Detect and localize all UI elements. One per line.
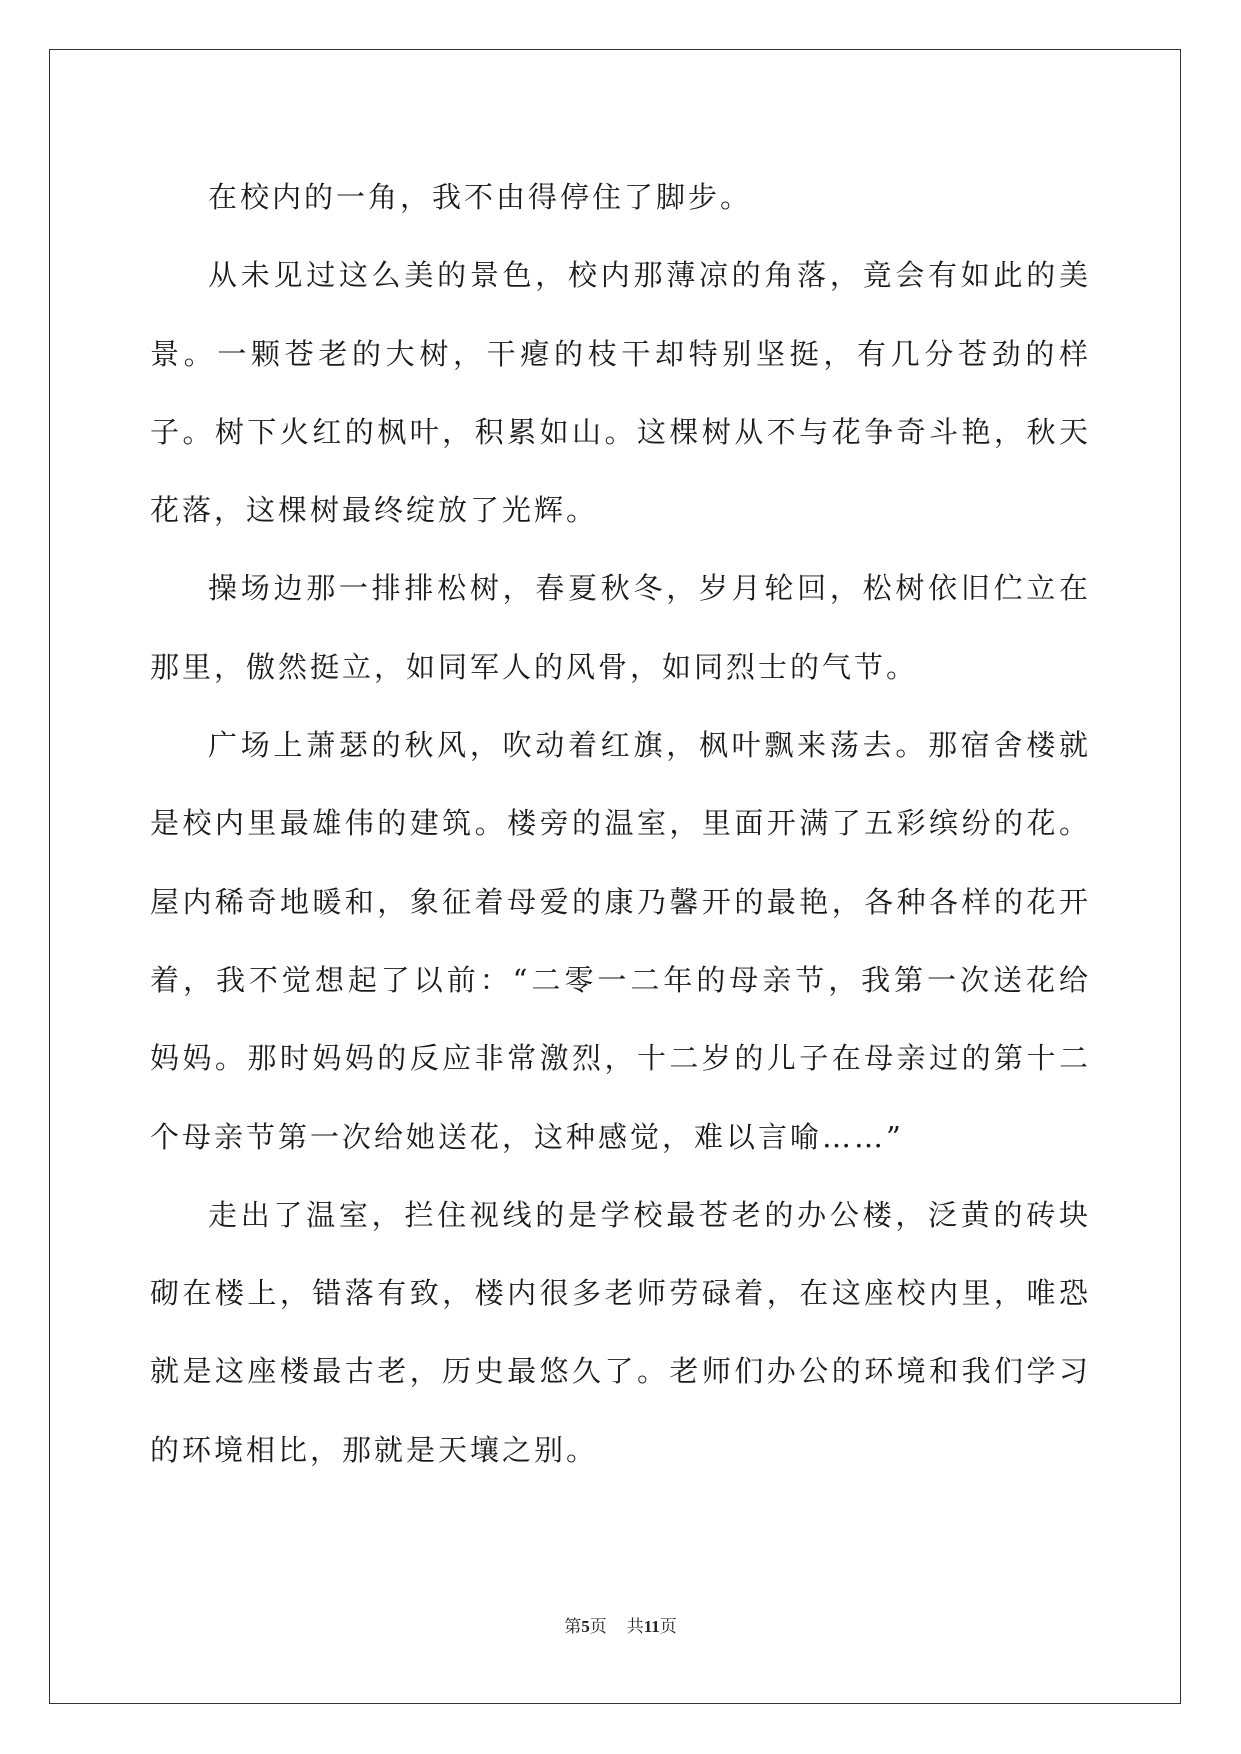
document-body (150, 158, 1091, 1489)
total-prefix: 共 (626, 1617, 644, 1636)
page-number: 5 (581, 1617, 590, 1636)
page-footer (0, 1612, 1241, 1637)
page-suffix: 页 (589, 1617, 607, 1636)
paragraph-1: 在校内的一角，我不由得停住了脚步。 (208, 180, 753, 214)
paragraph-3: 操场边那一排排松树，春夏秋冬，岁月轮回，松树依旧伫立在那里，傲然挺立，如同军人的风骨，如同烈士的气节。 (150, 571, 1091, 684)
page-prefix: 第 (564, 1617, 582, 1636)
total-suffix: 页 (659, 1617, 677, 1636)
paragraph-4: 广场上萧瑟的秋风，吹动着红旗，枫叶飘来荡去。那宿舍楼就是校内里最雄伟的建筑。楼旁的温室，里面开满了五彩缤纷的花。屋内稀奇地暖和，象征着母爱的康乃馨开的最艳，各种各样的花开着，我不觉想起了以前：“二零一二年的母亲节，我第一次送花给妈妈。那时妈妈的反应非常激烈，十二岁的儿子在母亲过的第十二个母亲节第一次给她送花，这种感觉，难以言喻……” (150, 728, 1091, 1154)
paragraph-2: 从未见过这么美的景色，校内那薄凉的角落，竟会有如此的美景。一颗苍老的大树，干瘪的枝干却特别坚挺，有几分苍劲的样子。树下火红的枫叶，积累如山。这棵树从不与花争奇斗艳，秋天花落，这棵树最终绽放了光辉。 (150, 258, 1091, 528)
paragraph-5: 走出了温室，拦住视线的是学校最苍老的办公楼，泛黄的砖块砌在楼上，错落有致，楼内很多老师劳碌着，在这座校内里，唯恐就是这座楼最古老，历史最悠久了。老师们办公的环境和我们学习的环境相比，那就是天壤之别。 (150, 1197, 1091, 1467)
total-pages: 11 (643, 1617, 660, 1636)
